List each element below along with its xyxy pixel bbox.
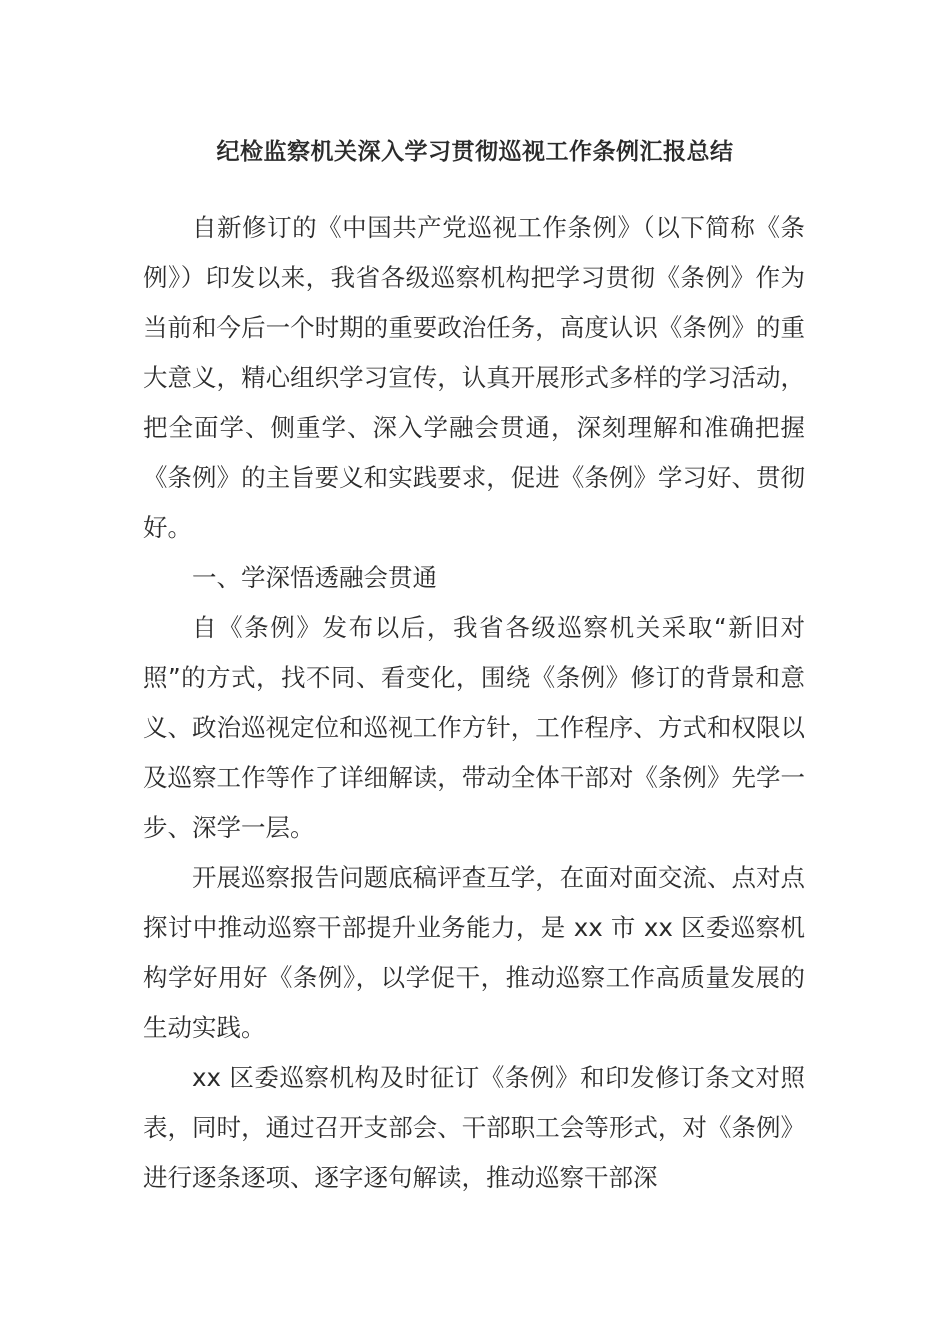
paragraph-intro: 自新修订的《中国共产党巡视工作条例》（以下简称《条例》）印发以来，我省各级巡察机构把学习贯彻《条例》作为当前和今后一个时期的重要政治任务，高度认识《条例》的重大意义，精心组织学习宣传，认真开展形式多样的学习活动，把全面学、侧重学、深入学融会贯通，深刻理解和准确把握《条例》的主旨要义和实践要求，促进《条例》学习好、贯彻好。 [143, 213, 805, 542]
paragraph-section1-a: 自《条例》发布以后，我省各级巡察机关采取“新旧对照”的方式，找不同、看变化，围绕《条例》修订的背景和意义、政治巡视定位和巡视工作方针，工作程序、方式和权限以及巡察工作等作了详细解读，带动全体干部对《条例》先学一步、深学一层。 [143, 613, 805, 842]
paragraph-section1-c: xx 区委巡察机构及时征订《条例》和印发修订条文对照表，同时，通过召开支部会、干部职工会等形式，对《条例》进行逐条逐项、逐字逐句解读，推动巡察干部深 [143, 1063, 805, 1192]
paragraph-section1-b: 开展巡察报告问题底稿评查互学，在面对面交流、点对点探讨中推动巡察干部提升业务能力，是 xx 市 xx 区委巡察机构学好用好《条例》，以学促干，推动巡察工作高质量发展的生动实践。 [143, 863, 805, 1042]
section-heading-1: 一、学深悟透融会贯通 [192, 563, 437, 592]
document-body [143, 203, 805, 1203]
document-title: 纪检监察机关深入学习贯彻巡视工作条例汇报总结 [216, 139, 734, 165]
